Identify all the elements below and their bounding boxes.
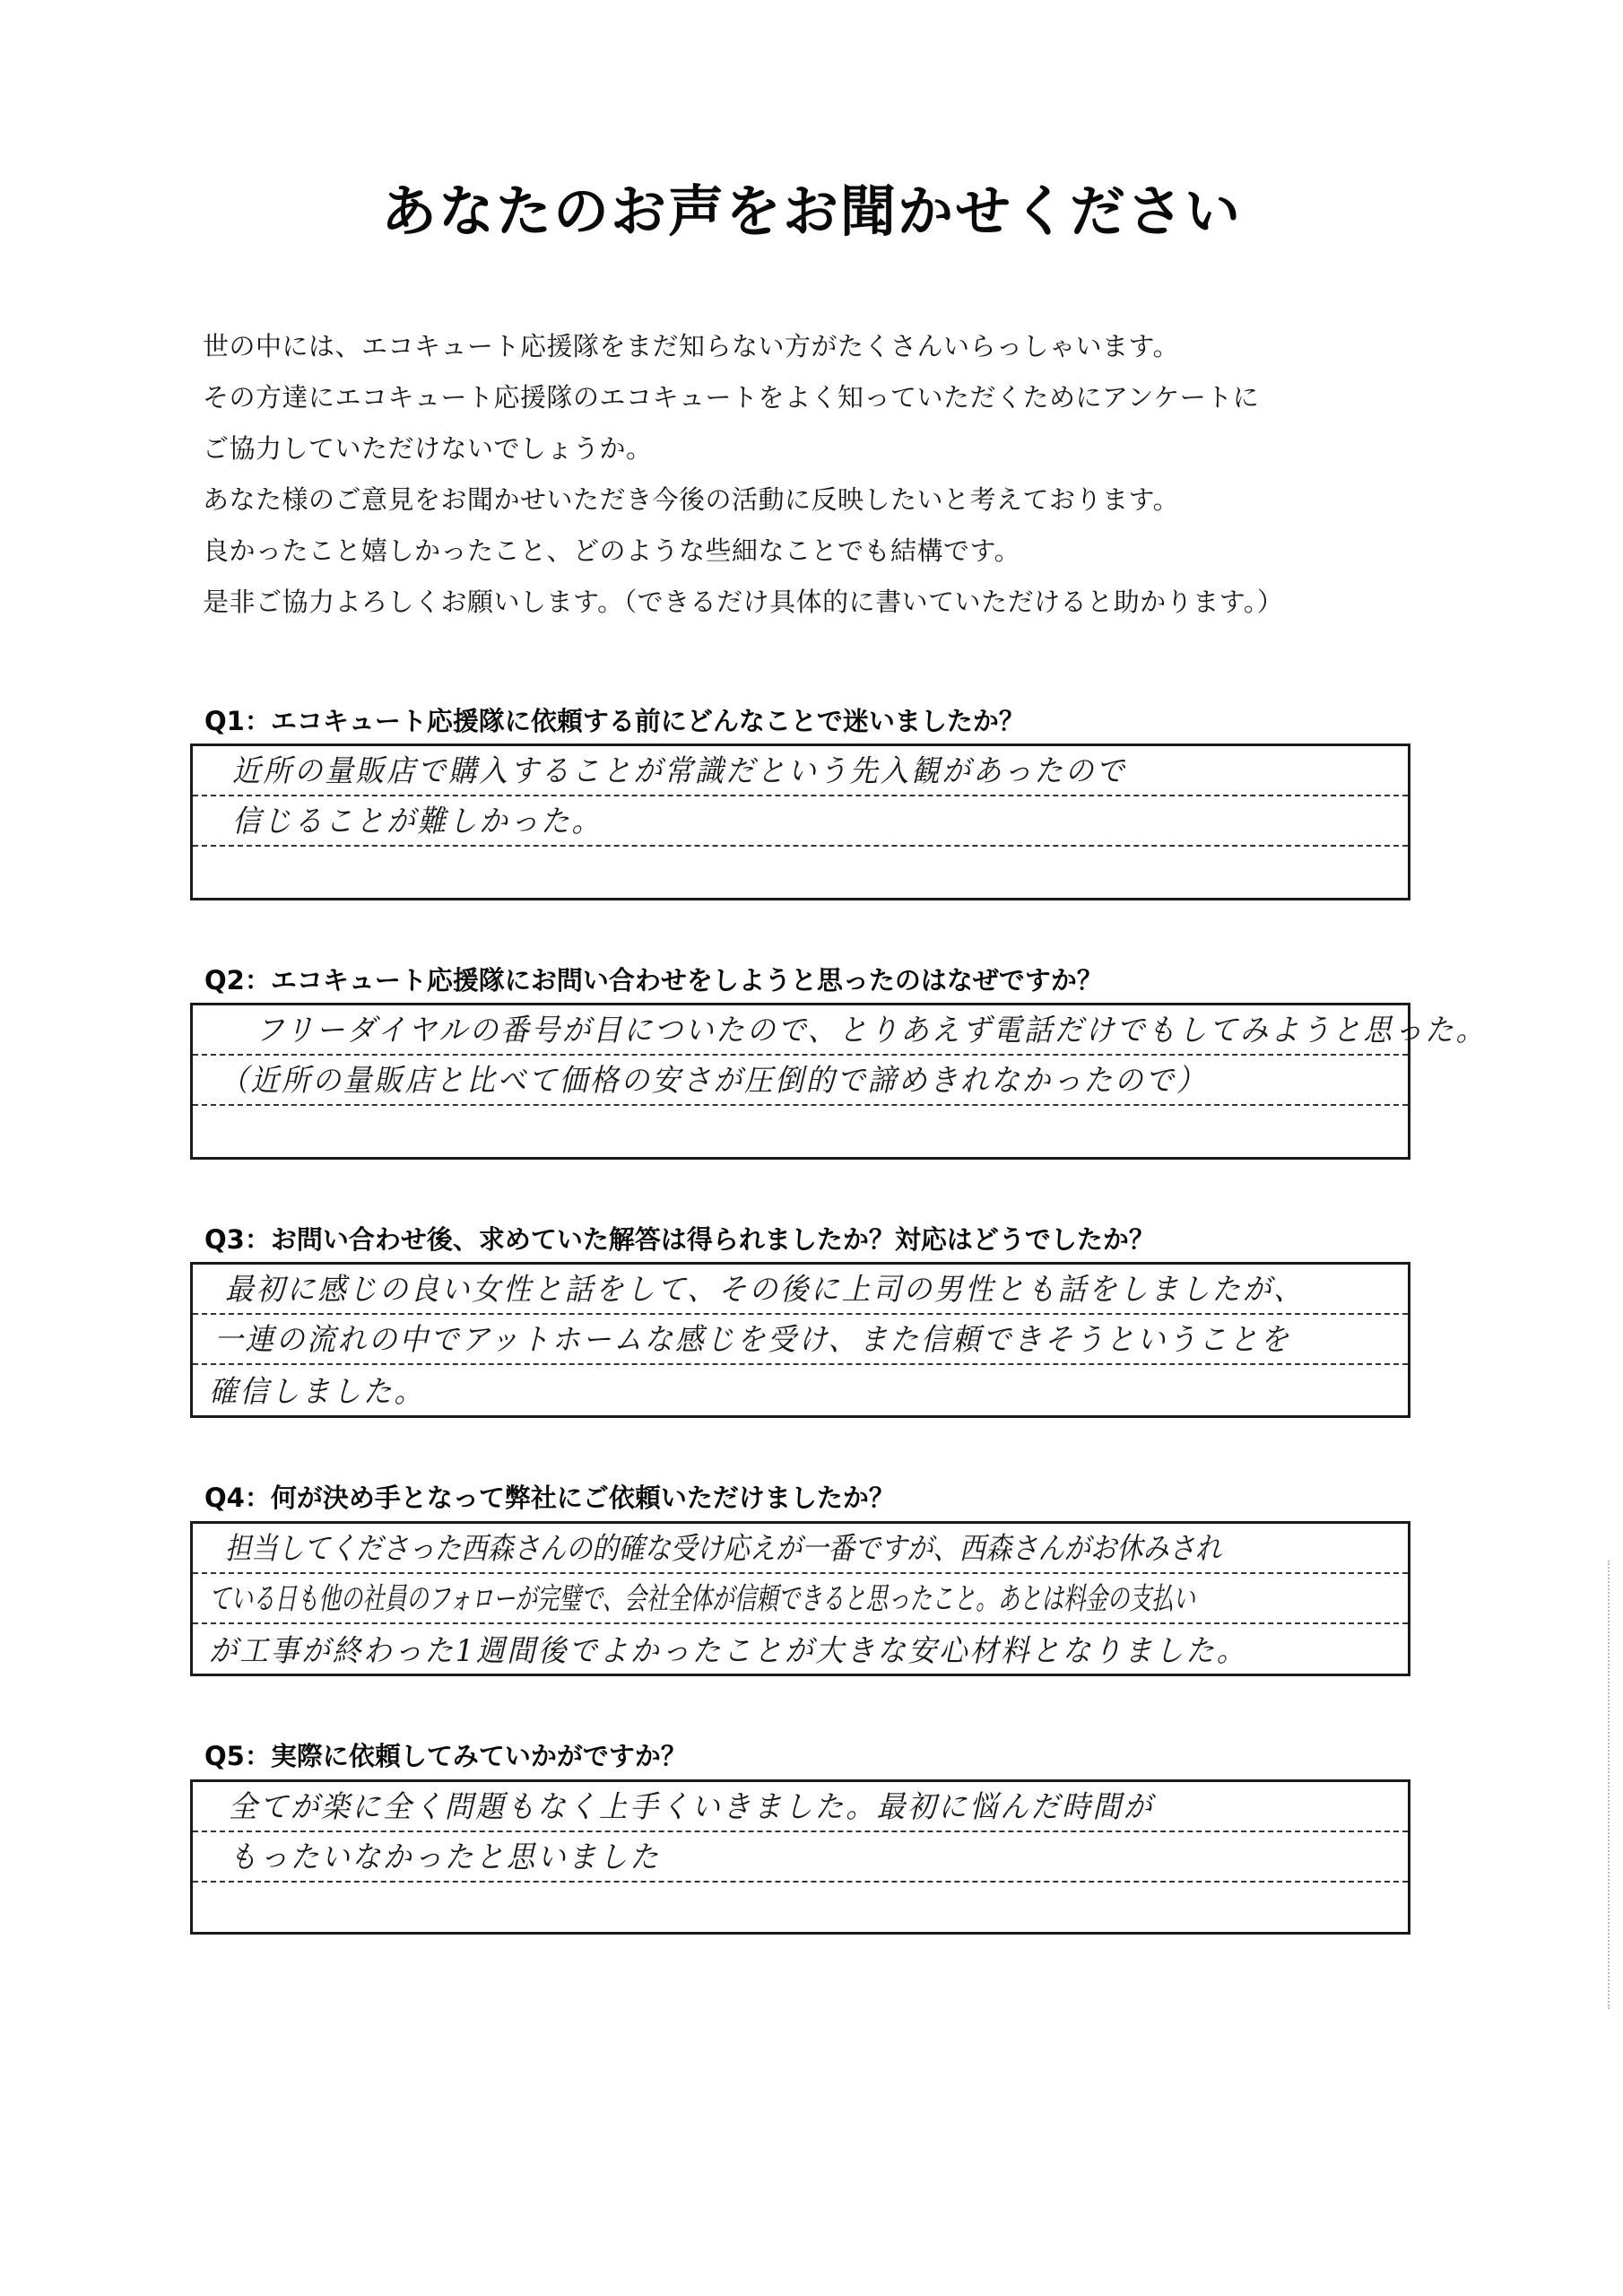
question-1-answer-box: [190, 744, 1410, 900]
answer-line: フリーダイヤルの番号が目についたので、とりあえず電話だけでもしてみようと思った。: [256, 1013, 1487, 1048]
answer-line: ている日も他の社員のフォローが完璧で、会社全体が信頼できると思ったこと。あとは料金の支払い: [209, 1581, 1195, 1617]
page-title: あなたのお声をお聞かせください: [380, 178, 1242, 244]
answer-row: [193, 1315, 1408, 1365]
question-3-label: Q3：お問い合わせ後、求めていた解答は得られましたか？対応はどうでしたか？: [204, 1224, 1155, 1255]
question-3-answer-box: [190, 1262, 1410, 1418]
answer-row: [193, 1005, 1487, 1056]
intro-line: 是非ご協力よろしくお願いします。（できるだけ具体的に書いていただけると助かります。）: [203, 587, 1284, 617]
answer-row: [193, 746, 1408, 796]
question-4-label: Q4：何が決め手となって弊社にご依頼いただけましたか？: [204, 1483, 895, 1513]
intro-line: ご協力していただけないでしょうか。: [203, 433, 653, 464]
question-5-label: Q5：実際に依頼してみていかがですか？: [204, 1741, 687, 1771]
intro-line: その方達にエコキュート応援隊のエコキュートをよく知っていただくためにアンケートに: [203, 382, 1260, 413]
answer-line: （近所の量販店と比べて価格の安さが圧倒的で諦めきれなかったので）: [220, 1063, 1208, 1099]
answer-row: [193, 1106, 1408, 1156]
answer-row: [193, 1782, 1408, 1832]
answer-line: もったいなかったと思いました: [229, 1839, 661, 1875]
answer-line: 信じることが難しかった。: [232, 804, 603, 839]
answer-row: [193, 1524, 1408, 1574]
answer-line: が工事が終わった1週間後でよかったことが大きな安心材料となりました。: [209, 1633, 1248, 1669]
answer-line: 一連の流れの中でアットホームな感じを受け、また信頼できそうということを: [214, 1322, 1291, 1358]
answer-row: [193, 1624, 1408, 1674]
answer-line: 全てが楽に全く問題もなく上手くいきました。最初に悩んだ時間が: [229, 1789, 1155, 1825]
answer-line: 担当してくださった西森さんの的確な受け応えが一番ですが、西森さんがお休みされ: [225, 1531, 1222, 1567]
answer-line: 近所の量販店で購入することが常識だという先入観があったので: [232, 753, 1127, 789]
intro-paragraph: [203, 321, 1476, 628]
answer-row: [193, 1832, 1408, 1883]
answer-row: [193, 1265, 1408, 1315]
answer-row: [193, 1883, 1408, 1933]
intro-line: 良かったこと嬉しかったこと、どのような些細なことでも結構です。: [203, 535, 1021, 566]
answer-line: 確信しました。: [209, 1374, 425, 1410]
answer-row: [193, 1056, 1408, 1106]
question-1-label: Q1：エコキュート応援隊に依頼する前にどんなことで迷いましたか？: [204, 706, 1025, 736]
question-2-label: Q2：エコキュート応援隊にお問い合わせをしようと思ったのはなぜですか？: [204, 965, 1103, 996]
scan-artifact-line: [1608, 1561, 1610, 2009]
question-4-answer-box: [190, 1521, 1410, 1676]
answer-row: [193, 847, 1408, 897]
question-5-answer-box: [190, 1779, 1410, 1935]
intro-line: 世の中には、エコキュート応援隊をまだ知らない方がたくさんいらっしゃいます。: [203, 331, 1180, 361]
answer-line: 最初に感じの良い女性と話をして、その後に上司の男性とも話をしましたが、: [225, 1272, 1305, 1308]
question-2-answer-box: [190, 1003, 1487, 1160]
answer-row: [193, 796, 1408, 847]
answer-row: [193, 1574, 1408, 1624]
intro-line: あなた様のご意見をお聞かせいただき今後の活動に反映したいと考えております。: [203, 484, 1180, 515]
answer-row: [193, 1365, 1408, 1415]
